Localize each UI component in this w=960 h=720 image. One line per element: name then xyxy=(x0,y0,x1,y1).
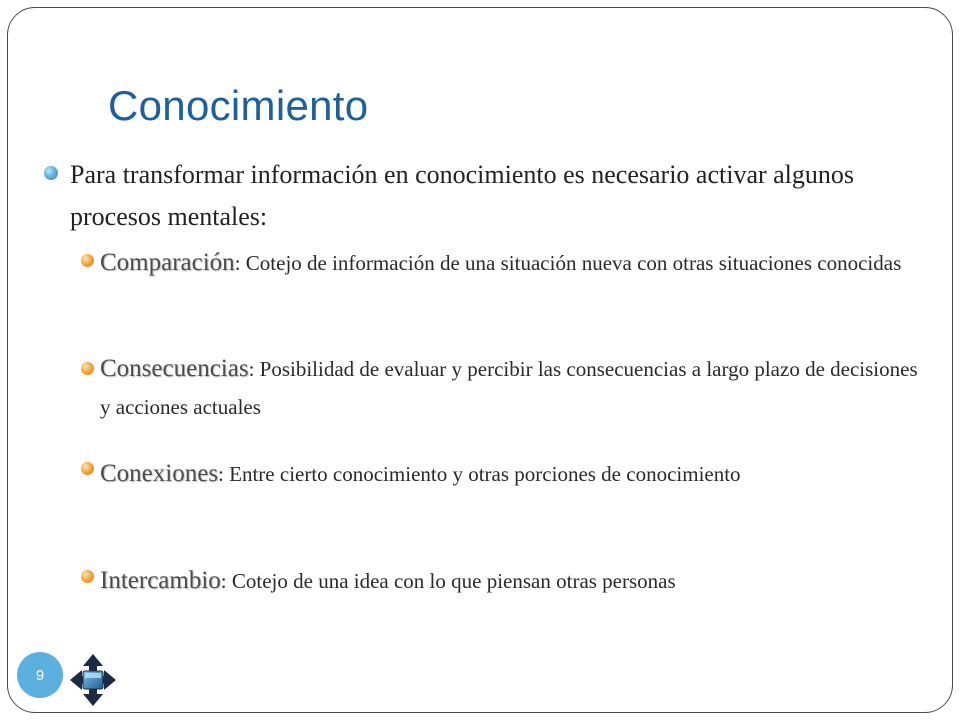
list-item-intercambio xyxy=(100,562,930,600)
item-description: Cotejo de una idea con lo que piensan otras personas xyxy=(226,569,676,593)
list-item-comparacion xyxy=(100,244,930,282)
intro-paragraph: Para transformar información en conocimiento es necesario activar algunos procesos mentales: xyxy=(70,160,855,231)
item-term: Consecuencias xyxy=(100,355,249,382)
item-description: Cotejo de información de una situación nueva con otras situaciones conocidas xyxy=(240,251,902,275)
item-term: Intercambio xyxy=(100,567,221,594)
page-number: 9 xyxy=(35,666,45,684)
item-separator: : xyxy=(248,357,255,381)
item-separator: : xyxy=(220,569,227,593)
list-item-conexiones xyxy=(100,455,930,493)
four-way-arrows-icon[interactable] xyxy=(68,652,118,708)
item-term: Conexiones xyxy=(100,460,219,487)
item-description: Entre cierto conocimiento y otras porciones de conocimiento xyxy=(223,462,741,486)
bullet-icon xyxy=(81,462,94,475)
bullet-icon xyxy=(81,362,94,375)
item-separator: : xyxy=(234,251,241,275)
item-term: Comparación xyxy=(100,249,235,276)
page-number-badge xyxy=(17,652,63,698)
bullet-icon xyxy=(81,570,94,583)
bullet-icon xyxy=(81,254,94,267)
bullet-icon xyxy=(44,166,58,180)
item-description: Posibilidad de evaluar y percibir las consecuencias a largo plazo de decisiones y acciones actuales xyxy=(100,357,918,419)
list-item-consecuencias xyxy=(100,350,930,426)
item-separator: : xyxy=(218,462,224,486)
slide-title: Conocimiento xyxy=(108,82,369,129)
